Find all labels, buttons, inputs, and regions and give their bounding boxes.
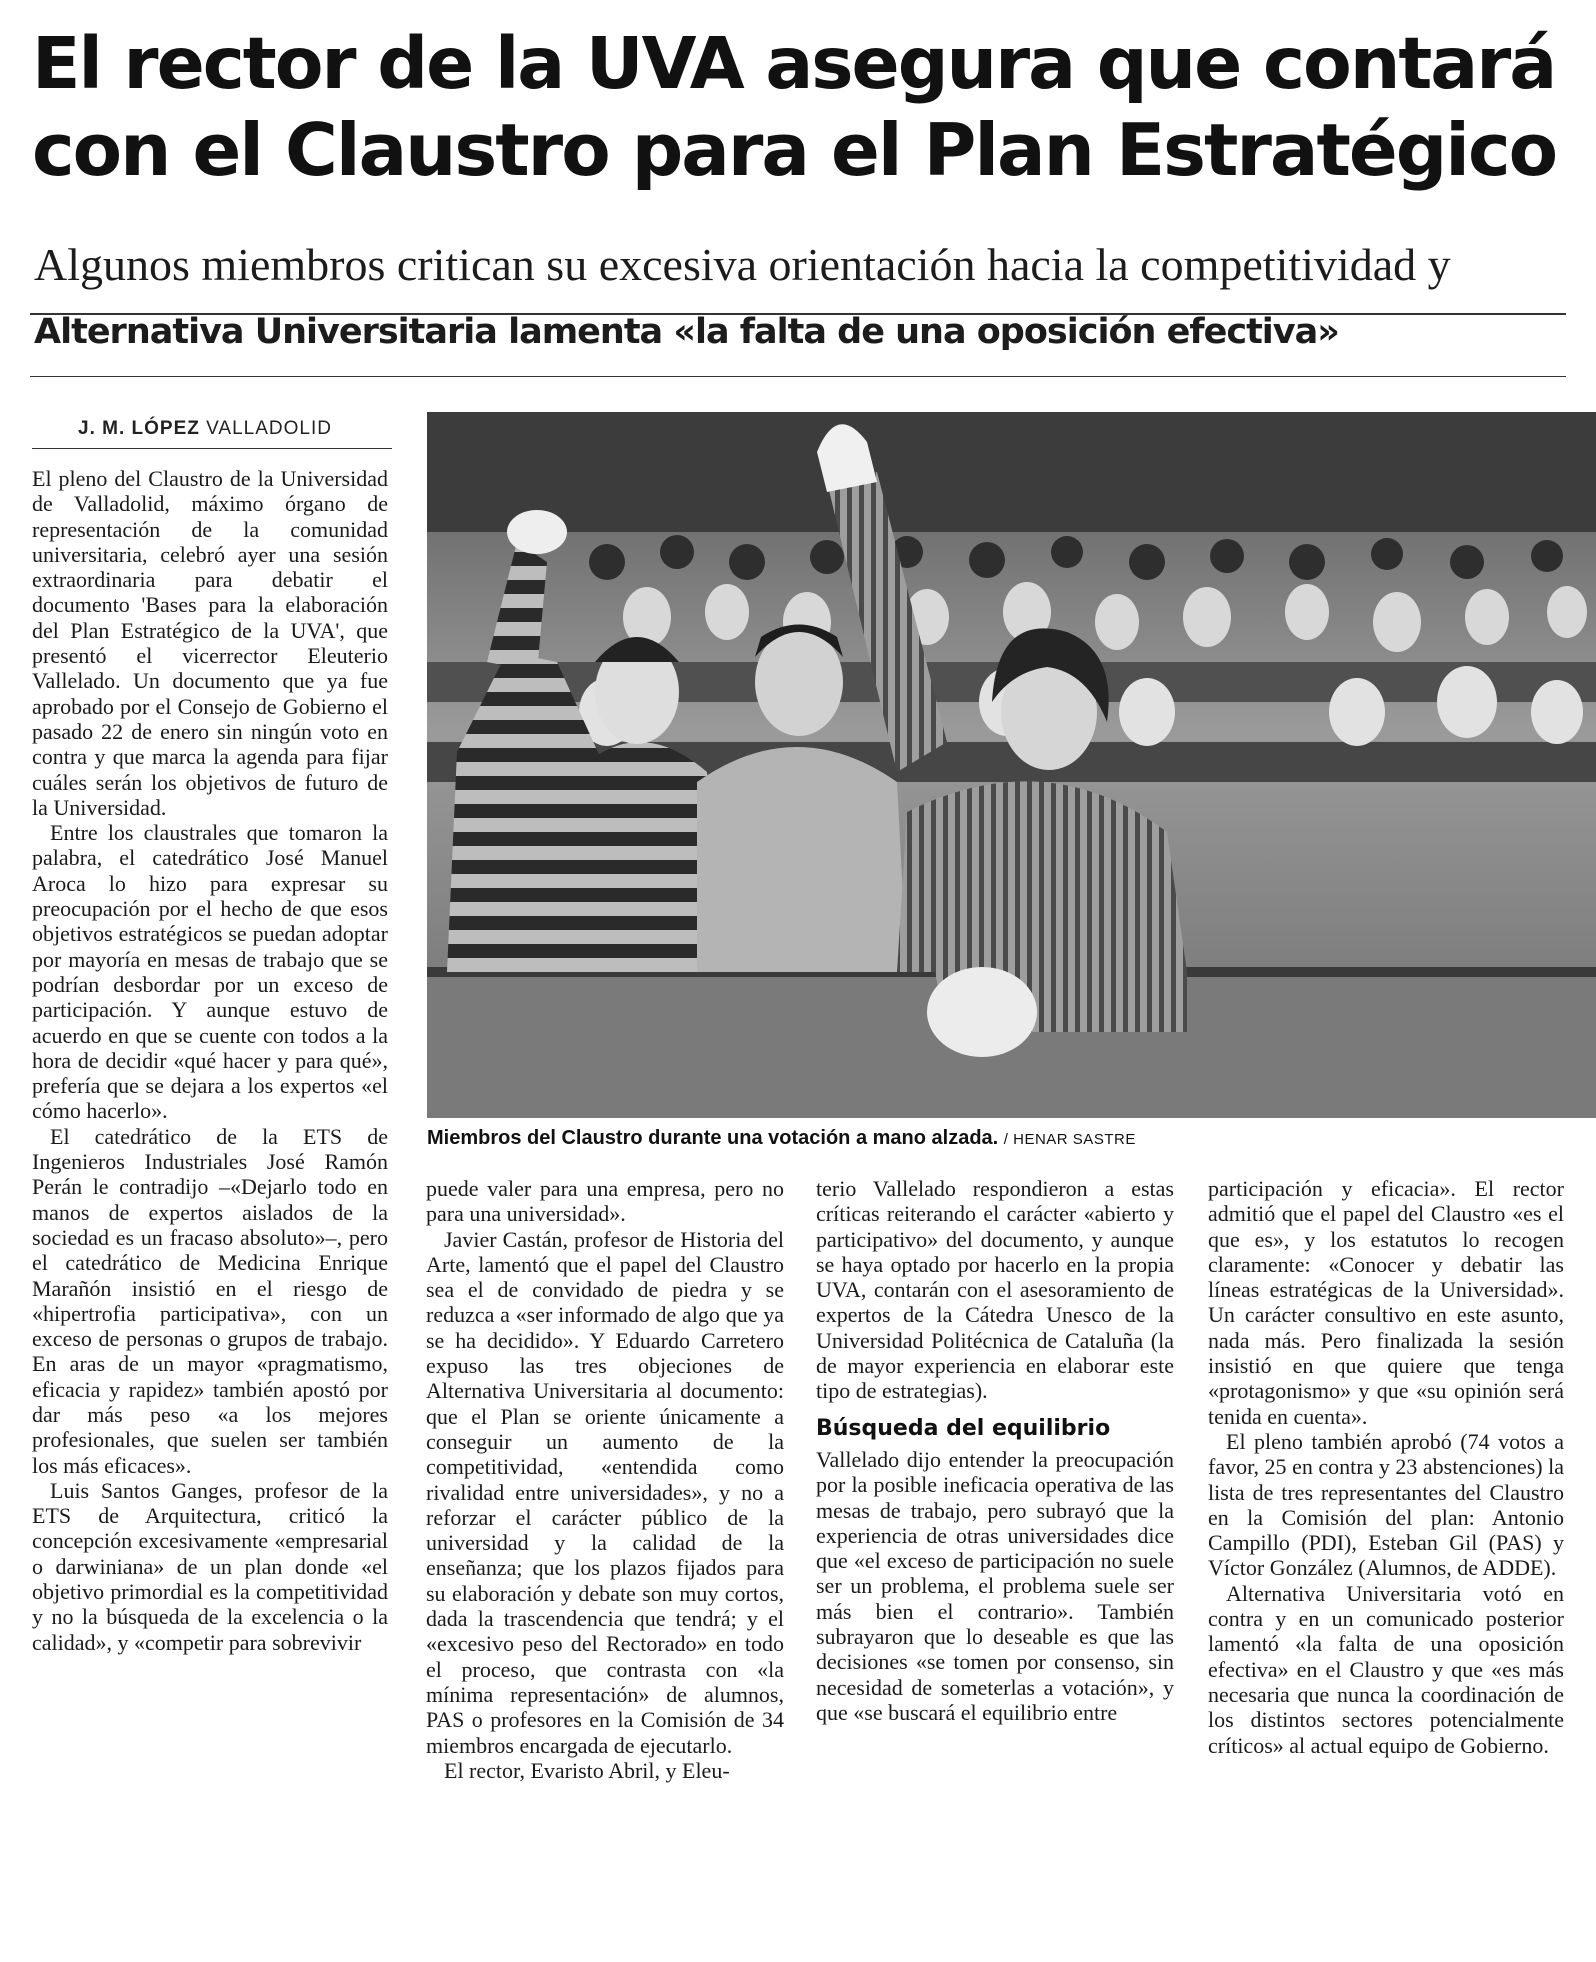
caption-text: Miembros del Claustro durante una votación a mano alzada.	[427, 1127, 999, 1149]
photo-illustration	[427, 412, 1596, 1118]
headline-line-2: con el Claustro para el Plan Estratégico	[32, 108, 1557, 192]
photo-caption	[427, 1127, 1136, 1150]
col2-paragraph-3: El rector, Evaristo Abril, y Eleu-	[444, 1757, 730, 1783]
col2-paragraph-2: Javier Castán, profesor de Historia del Arte, lamentó que el papel del Claustro sea el de convidado de piedra y se reduzca a «ser informado de algo que ya se ha decidido». Y Eduardo Carretero expuso las tres objeciones de Alternativa Universitaria al documento: que el Plan se oriente únicamente a conseguir un aumento de la competitividad, «entendida como rivalidad entre universidades», y no a reforzar el carácter público de la universidad y la calidad de la enseñanza; que los plazos fijados para su elaboración y debate son muy cortos, dada la trascendencia que tendrá; y el «excesivo peso del Rectorado» en todo el proceso, que contrasta con «la mínima representación» de alumnos, PAS o profesores en la Comisión de 34 miembros encargada de ejecutarlo.	[426, 1226, 784, 1758]
news-photo	[427, 412, 1596, 1118]
col2-paragraph-1: puede valer para una empresa, pero no para una universidad».	[426, 1176, 784, 1227]
col1-paragraph-2: Entre los claustrales que tomaron la palabra, el catedrático José Manuel Aroca lo hizo para expresar su preocupación por el hecho de que esos objetivos estratégicos se puedan adoptar por mayoría en mesas de trabajo que se podrían desbordar por un exceso de participación. Y aunque estuvo de acuerdo en que se cuente con todos a la hora de decidir «qué hacer y para qué», prefería que se dejara a los expertos «el cómo hacerlo».	[32, 820, 388, 1124]
photo-credit: / HENAR SASTRE	[1003, 1131, 1136, 1148]
byline-place: VALLADOLID	[206, 418, 332, 439]
col1-paragraph-3: El catedrático de la ETS de Ingenieros Industriales José Ramón Perán le contradijo –«Dejarlo todo en manos de expertos aislados de la sociedad es un fracaso absoluto»–, pero el catedrático de Medicina Enrique Marañón insistió en el riesgo de «hipertrofia participativa», con un exceso de personas o grupos de trabajo. En aras de un mayor «pragmatismo, eficacia y rapidez» también apostó por dar más peso «a los mejores profesionales, que suelen ser también los más eficaces».	[32, 1123, 388, 1478]
article-column-3	[816, 1176, 1174, 1946]
article-column-2	[426, 1176, 784, 1946]
col4-paragraph-3: Alternativa Universitaria votó en contra y en un comunicado posterior lamentó «la falta de una oposición efectiva» en el Claustro y que «es más necesaria que nunca la coordinación de los distintos sectores potencialmente críticos» al actual equipo de Gobierno.	[1208, 1580, 1564, 1758]
col1-paragraph-1: El pleno del Claustro de la Universidad de Valladolid, máximo órgano de representación de la comunidad universitaria, celebró ayer una sesión extraordinaria para debatir el documento 'Bases para la elaboración del Plan Estratégico de la UVA', que presentó el vicerrector Eleuterio Vallelado. Un documento que ya fue aprobado por el Consejo de Gobierno el pasado 22 de enero sin ningún voto en contra y que marca la agenda para fijar cuáles serán los objetivos de futuro de la Universidad.	[32, 466, 388, 820]
article-column-4	[1208, 1176, 1564, 1946]
col1-paragraph-4: Luis Santos Ganges, profesor de la ETS de Arquitectura, criticó la concepción excesivamente «empresarial o darwiniana» de un plan donde «el objetivo primordial es la competitividad y no la búsqueda de la excelencia o la calidad», y «competir para sobrevivir	[32, 1477, 388, 1655]
col4-paragraph-1: participación y eficacia». El rector admitió que el papel del Claustro «es el que es», y los estatutos lo recogen claramente: «Conocer y debatir las líneas estratégicas de la Universidad». Un carácter consultivo en este asunto, nada más. Pero finalizada la sesión insistió en que quiere que tenga «protagonismo» y que «su opinión será tenida en cuenta».	[1208, 1176, 1564, 1429]
header-bottom-rule	[30, 376, 1566, 377]
subheadline-line-2: Alternativa Universitaria lamenta «la falta de una oposición efectiva»	[34, 312, 1339, 352]
col3-paragraph-1: terio Vallelado respondieron a estas críticas reiterando el carácter «abierto y participativo» del documento, y aunque se haya optado por hacerlo en la propia UVA, contarán con el asesoramiento de expertos de la Cátedra Unesco de la Universidad Politécnica de Cataluña (la de mayor experiencia en elaborar este tipo de estrategias).	[816, 1176, 1174, 1404]
article-column-1	[32, 466, 388, 1946]
headline-line-1: El rector de la UVA asegura que contará	[32, 22, 1556, 105]
byline-author: J. M. LÓPEZ	[78, 418, 200, 439]
col3-paragraph-2: Vallelado dijo entender la preocupación por la posible ineficacia operativa de las mesas de trabajo, pero subrayó que la experiencia de otras universidades dice que «el exceso de participación no suele ser un problema, el problema suele ser más bien el contrario». También subrayaron que lo deseable es que las decisiones «se tomen por consenso, sin necesidad de someterlas a votación», y que «se buscará el equilibrio entre	[816, 1446, 1174, 1725]
subheadline-line-1: Algunos miembros critican su excesiva orientación hacia la competitividad y	[34, 239, 1451, 290]
col4-paragraph-2: El pleno también aprobó (74 votos a favor, 25 en contra y 23 abstenciones) la lista de tres representantes del Claustro en la Comisión del plan: Antonio Campillo (PDI), Esteban Gil (PAS) y Víctor González (Alumnos, de ADDE).	[1208, 1428, 1564, 1581]
byline-rule	[32, 448, 392, 449]
byline	[78, 418, 332, 440]
section-subhead: Búsqueda del equilibrio	[816, 1415, 1111, 1441]
